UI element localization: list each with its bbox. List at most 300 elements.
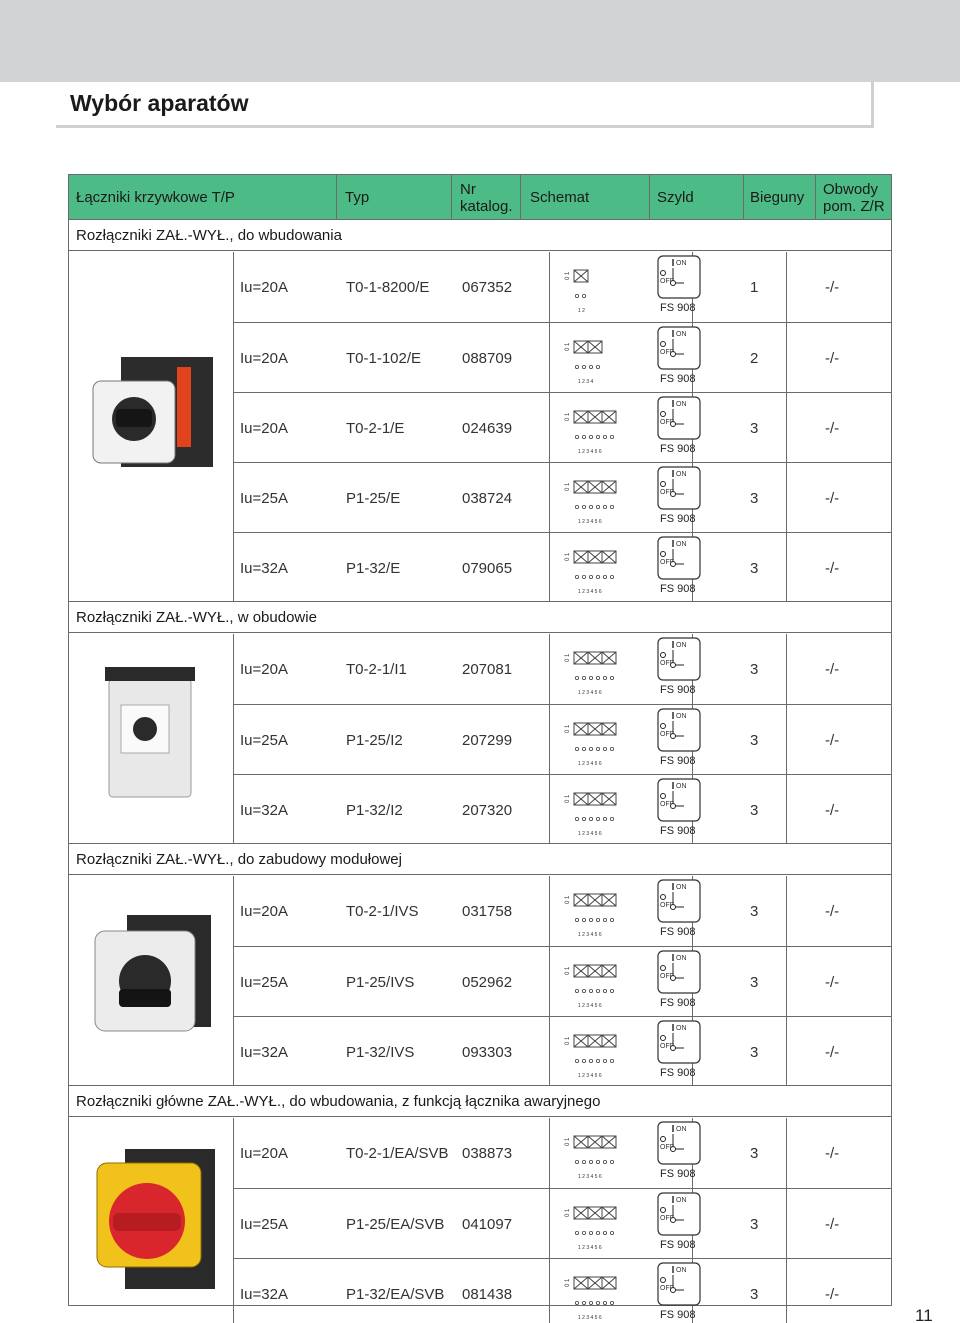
header-nr: Nr katalog.	[460, 180, 513, 215]
plate-code-label: FS 908	[660, 684, 696, 696]
schematic-terminal	[582, 1160, 585, 1163]
schematic-terminal	[603, 435, 606, 438]
poles-count: 3	[750, 419, 759, 437]
schematic-terminal	[596, 817, 599, 820]
catalog-number: 052962	[462, 973, 513, 991]
schematic-terminal	[610, 575, 613, 578]
plate-off-label: OFF	[660, 349, 674, 356]
schematic-terminal	[596, 1160, 599, 1163]
aux-circuits: -/-	[825, 278, 840, 296]
poles-count: 3	[750, 902, 759, 920]
type-code: T0-2-1/EA/SVB	[346, 1144, 449, 1162]
schematic-terminal	[582, 505, 585, 508]
plate-on-label: ON	[676, 260, 687, 267]
plate-on-label: ON	[676, 642, 687, 649]
plate-off-label: OFF	[660, 1285, 674, 1292]
device-side-stripe	[177, 367, 191, 447]
catalog-number: 038873	[462, 1144, 513, 1162]
plate-code-label: FS 908	[660, 926, 696, 938]
table-row	[234, 322, 892, 392]
type-code: P1-32/I2	[346, 801, 403, 819]
wiring-schematic	[560, 260, 622, 314]
schematic-position-label: 0 1	[565, 552, 571, 561]
plate-cell	[654, 1261, 716, 1323]
schematic-terminal	[603, 989, 606, 992]
poles-count: 1	[750, 278, 759, 296]
plate-code-label: FS 908	[660, 755, 696, 767]
plate-cell	[654, 949, 716, 1015]
name-plate	[654, 325, 716, 391]
plate-cell	[654, 636, 716, 702]
schematic-terminal	[610, 1301, 613, 1304]
catalog-number: 024639	[462, 419, 513, 437]
poles-count: 3	[750, 1043, 759, 1061]
schematic-terminal	[582, 676, 585, 679]
schematic-terminal	[582, 918, 585, 921]
plate-code-label: FS 908	[660, 1067, 696, 1079]
schematic-position-label: 0 1	[565, 412, 571, 421]
section-title: Rozłączniki główne ZAŁ.-WYŁ., do wbudowania, z funkcją łącznika awaryjnego	[69, 1087, 891, 1117]
wiring-schematic	[560, 1267, 622, 1321]
plate-off-label: OFF	[660, 278, 674, 285]
rated-current: Iu=25A	[240, 731, 288, 749]
type-code: P1-25/I2	[346, 731, 403, 749]
enclosure-lid	[105, 667, 195, 681]
schematic-terminal-numbers: 1 2 3 4 5 6	[578, 932, 602, 938]
name-plate	[654, 535, 716, 601]
poles-count: 3	[750, 1144, 759, 1162]
name-plate	[654, 1019, 716, 1085]
plate-code-label: FS 908	[660, 997, 696, 1009]
plate-code-label: FS 908	[660, 1239, 696, 1251]
schematic-position-label: 0 1	[565, 724, 571, 733]
type-code: P1-32/E	[346, 559, 401, 577]
type-code: P1-25/E	[346, 489, 401, 507]
plate-on-label: ON	[676, 471, 687, 478]
schematic-terminal	[589, 1231, 592, 1234]
schematic-terminal	[589, 1301, 592, 1304]
table-row	[234, 704, 892, 774]
schematic-terminal-numbers: 1 2 3 4 5 6	[578, 519, 602, 525]
aux-circuits: -/-	[825, 349, 840, 367]
plate-off-label: OFF	[660, 902, 674, 909]
plate-off-label: OFF	[660, 1144, 674, 1151]
plate-off-label: OFF	[660, 1043, 674, 1050]
plate-off-label: OFF	[660, 973, 674, 980]
wiring-schematic	[560, 401, 622, 455]
schematic-terminal	[575, 294, 578, 297]
schematic-terminal	[575, 747, 578, 750]
schematic-cell	[560, 260, 622, 314]
rated-current: Iu=32A	[240, 1043, 288, 1061]
schematic-terminal	[575, 505, 578, 508]
plate-cell	[654, 878, 716, 944]
schematic-terminal	[589, 575, 592, 578]
schematic-terminal-numbers: 1 2 3 4 5 6	[578, 589, 602, 595]
schematic-terminal	[589, 1160, 592, 1163]
schematic-terminal	[575, 1160, 578, 1163]
aux-circuits: -/-	[825, 1285, 840, 1303]
schematic-terminal	[610, 1160, 613, 1163]
name-plate	[654, 707, 716, 773]
schematic-terminal	[610, 989, 613, 992]
product-photo	[69, 634, 233, 843]
plate-code-label: FS 908	[660, 302, 696, 314]
schematic-terminal-numbers: 1 2 3 4 5 6	[578, 449, 602, 455]
plate-off-label: OFF	[660, 801, 674, 808]
schematic-terminal-numbers: 1 2 3 4 5 6	[578, 831, 602, 837]
schematic-terminal	[582, 817, 585, 820]
wiring-schematic	[560, 1025, 622, 1079]
aux-circuits: -/-	[825, 419, 840, 437]
schematic-cell	[560, 331, 622, 385]
table-row	[234, 1258, 892, 1323]
schematic-terminal	[589, 676, 592, 679]
wiring-schematic	[560, 471, 622, 525]
aux-circuits: -/-	[825, 1144, 840, 1162]
aux-circuits: -/-	[825, 489, 840, 507]
catalog-number: 067352	[462, 278, 513, 296]
schematic-cell	[560, 401, 622, 455]
section-group	[69, 1118, 891, 1323]
poles-count: 3	[750, 559, 759, 577]
plate-cell	[654, 777, 716, 843]
page-title: Wybór aparatów	[70, 90, 249, 116]
schematic-terminal	[582, 989, 585, 992]
schematic-terminal	[610, 676, 613, 679]
rated-current: Iu=20A	[240, 349, 288, 367]
type-code: T0-2-1/I1	[346, 660, 407, 678]
schematic-terminal	[575, 676, 578, 679]
schematic-position-label: 0 1	[565, 271, 571, 280]
name-plate	[654, 465, 716, 531]
schematic-terminal	[582, 435, 585, 438]
schematic-terminal	[575, 435, 578, 438]
schematic-terminal	[582, 747, 585, 750]
wiring-schematic	[560, 884, 622, 938]
schematic-terminal	[603, 676, 606, 679]
rated-current: Iu=25A	[240, 1215, 288, 1233]
schematic-position-label: 0 1	[565, 1036, 571, 1045]
schematic-cell	[560, 1025, 622, 1079]
switch-modular-black-photo	[69, 881, 233, 1081]
aux-circuits: -/-	[825, 559, 840, 577]
name-plate	[654, 1120, 716, 1186]
schematic-terminal-numbers: 1 2 3 4 5 6	[578, 1174, 602, 1180]
schematic-terminal	[603, 1059, 606, 1062]
schematic-terminal-numbers: 1 2 3 4 5 6	[578, 1073, 602, 1079]
schematic-terminal	[596, 1059, 599, 1062]
aux-circuits: -/-	[825, 731, 840, 749]
schematic-terminal	[582, 1231, 585, 1234]
type-code: P1-25/EA/SVB	[346, 1215, 445, 1233]
aux-circuits: -/-	[825, 801, 840, 819]
plate-on-label: ON	[676, 884, 687, 891]
schematic-terminal-numbers: 1 2 3 4 5 6	[578, 1315, 602, 1321]
plate-on-label: ON	[676, 401, 687, 408]
plate-on-label: ON	[676, 1267, 687, 1274]
plate-off-label: OFF	[660, 731, 674, 738]
plate-cell	[654, 254, 716, 320]
section-title: Rozłączniki ZAŁ.-WYŁ., do zabudowy modułowej	[69, 845, 891, 875]
schematic-terminal	[582, 1301, 585, 1304]
type-code: T0-2-1/E	[346, 419, 405, 437]
schematic-terminal	[575, 918, 578, 921]
schematic-terminal	[603, 817, 606, 820]
header-typ: Typ	[345, 189, 370, 206]
table-row	[234, 876, 892, 946]
schematic-terminal	[582, 575, 585, 578]
type-code: P1-25/IVS	[346, 973, 415, 991]
plate-on-label: ON	[676, 955, 687, 962]
table-row	[234, 946, 892, 1016]
schematic-terminal	[610, 435, 613, 438]
schematic-cell	[560, 1197, 622, 1251]
name-plate	[654, 395, 716, 461]
rated-current: Iu=20A	[240, 278, 288, 296]
schematic-terminal	[610, 747, 613, 750]
poles-count: 3	[750, 973, 759, 991]
wiring-schematic	[560, 1126, 622, 1180]
product-photo	[69, 252, 233, 601]
table-row	[234, 392, 892, 462]
rated-current: Iu=20A	[240, 1144, 288, 1162]
plate-on-label: ON	[676, 1197, 687, 1204]
schematic-cell	[560, 713, 622, 767]
wiring-schematic	[560, 642, 622, 696]
switch-panel-mount-black-photo	[69, 327, 233, 527]
table-row	[234, 634, 892, 704]
schematic-terminal	[589, 1059, 592, 1062]
table-row	[234, 774, 892, 844]
schematic-terminal	[596, 365, 599, 368]
rated-current: Iu=25A	[240, 973, 288, 991]
plate-cell	[654, 1120, 716, 1186]
rated-current: Iu=20A	[240, 902, 288, 920]
plate-on-label: ON	[676, 1025, 687, 1032]
schematic-terminal	[596, 1231, 599, 1234]
schematic-terminal	[603, 747, 606, 750]
schematic-terminal	[575, 1059, 578, 1062]
plate-code-label: FS 908	[660, 583, 696, 595]
schematic-terminal	[575, 817, 578, 820]
schematic-terminal-numbers: 1 2 3 4 5 6	[578, 690, 602, 696]
table-row	[234, 1188, 892, 1258]
type-code: P1-32/EA/SVB	[346, 1285, 445, 1303]
schematic-position-label: 0 1	[565, 482, 571, 491]
product-photo	[69, 876, 233, 1085]
schematic-cell	[560, 1267, 622, 1321]
plate-off-label: OFF	[660, 489, 674, 496]
header-category: Łączniki krzywkowe T/P	[76, 189, 235, 206]
name-plate	[654, 1191, 716, 1257]
schematic-terminal-numbers: 1 2 3 4	[578, 379, 594, 385]
catalog-number: 207299	[462, 731, 513, 749]
header-schemat: Schemat	[530, 189, 590, 206]
plate-cell	[654, 395, 716, 461]
schematic-cell	[560, 884, 622, 938]
schematic-terminal	[596, 989, 599, 992]
catalog-number: 038724	[462, 489, 513, 507]
schematic-cell	[560, 783, 622, 837]
rotary-knob	[133, 717, 157, 741]
schematic-terminal	[603, 1160, 606, 1163]
name-plate	[654, 1261, 716, 1323]
section-group	[69, 876, 891, 1086]
product-photo	[69, 1118, 233, 1323]
aux-circuits: -/-	[825, 973, 840, 991]
schematic-terminal	[596, 575, 599, 578]
schematic-terminal	[603, 505, 606, 508]
plate-off-label: OFF	[660, 419, 674, 426]
wiring-schematic	[560, 955, 622, 1009]
catalog-number: 041097	[462, 1215, 513, 1233]
rated-current: Iu=32A	[240, 801, 288, 819]
plate-code-label: FS 908	[660, 1309, 696, 1321]
plate-code-label: FS 908	[660, 825, 696, 837]
aux-circuits: -/-	[825, 1043, 840, 1061]
catalog-number: 207081	[462, 660, 513, 678]
poles-count: 3	[750, 731, 759, 749]
schematic-terminal	[596, 435, 599, 438]
name-plate	[654, 254, 716, 320]
schematic-terminal-numbers: 1 2 3 4 5 6	[578, 1003, 602, 1009]
aux-circuits: -/-	[825, 660, 840, 678]
aux-circuits: -/-	[825, 902, 840, 920]
schematic-position-label: 0 1	[565, 895, 571, 904]
table-header	[69, 175, 891, 220]
schematic-terminal	[603, 575, 606, 578]
plate-off-label: OFF	[660, 559, 674, 566]
schematic-terminal	[596, 505, 599, 508]
schematic-terminal	[610, 505, 613, 508]
type-code: P1-32/IVS	[346, 1043, 415, 1061]
switch-enclosure-grey-photo	[69, 639, 233, 839]
wiring-schematic	[560, 331, 622, 385]
rated-current: Iu=32A	[240, 559, 288, 577]
schematic-position-label: 0 1	[565, 966, 571, 975]
knob-handle	[116, 409, 152, 427]
rated-current: Iu=32A	[240, 1285, 288, 1303]
plate-on-label: ON	[676, 331, 687, 338]
schematic-cell	[560, 1126, 622, 1180]
section-title: Rozłączniki ZAŁ.-WYŁ., do wbudowania	[69, 221, 891, 251]
schematic-terminal	[589, 505, 592, 508]
table-row	[234, 532, 892, 602]
schematic-terminal	[596, 1301, 599, 1304]
schematic-terminal-numbers: 1 2 3 4 5 6	[578, 761, 602, 767]
page-number: 11	[915, 1306, 933, 1323]
schematic-terminal	[575, 1301, 578, 1304]
schematic-terminal	[589, 918, 592, 921]
schematic-position-label: 0 1	[565, 1278, 571, 1287]
schematic-terminal	[603, 1301, 606, 1304]
schematic-terminal-numbers: 1 2	[578, 308, 585, 314]
schematic-terminal	[603, 918, 606, 921]
switch-emergency-red-yellow-photo	[69, 1123, 233, 1323]
section-title: Rozłączniki ZAŁ.-WYŁ., w obudowie	[69, 603, 891, 633]
section-group	[69, 252, 891, 602]
type-code: T0-1-102/E	[346, 349, 422, 367]
schematic-terminal	[610, 817, 613, 820]
wiring-schematic	[560, 541, 622, 595]
rated-current: Iu=25A	[240, 489, 288, 507]
knob-handle	[113, 1213, 181, 1231]
schematic-terminal	[610, 1059, 613, 1062]
schematic-cell	[560, 471, 622, 525]
plate-cell	[654, 707, 716, 773]
table-row	[234, 1016, 892, 1086]
plate-cell	[654, 535, 716, 601]
schematic-cell	[560, 642, 622, 696]
plate-cell	[654, 465, 716, 531]
schematic-cell	[560, 541, 622, 595]
poles-count: 2	[750, 349, 759, 367]
name-plate	[654, 636, 716, 702]
schematic-terminal	[589, 747, 592, 750]
schematic-terminal	[582, 365, 585, 368]
table-row	[234, 252, 892, 322]
plate-off-label: OFF	[660, 660, 674, 667]
plate-code-label: FS 908	[660, 443, 696, 455]
type-code: T0-1-8200/E	[346, 278, 430, 296]
schematic-terminal	[582, 294, 585, 297]
plate-code-label: FS 908	[660, 1168, 696, 1180]
name-plate	[654, 777, 716, 843]
schematic-terminal	[596, 918, 599, 921]
poles-count: 3	[750, 801, 759, 819]
plate-on-label: ON	[676, 713, 687, 720]
type-code: T0-2-1/IVS	[346, 902, 419, 920]
aux-circuits: -/-	[825, 1215, 840, 1233]
schematic-cell	[560, 955, 622, 1009]
rated-current: Iu=20A	[240, 419, 288, 437]
schematic-terminal	[589, 817, 592, 820]
schematic-terminal	[582, 1059, 585, 1062]
schematic-position-label: 0 1	[565, 794, 571, 803]
plate-off-label: OFF	[660, 1215, 674, 1222]
schematic-terminal	[610, 918, 613, 921]
table-row	[234, 462, 892, 532]
catalog-number: 088709	[462, 349, 513, 367]
schematic-terminal	[589, 365, 592, 368]
poles-count: 3	[750, 489, 759, 507]
catalog-number: 207320	[462, 801, 513, 819]
plate-cell	[654, 1191, 716, 1257]
catalog-number: 081438	[462, 1285, 513, 1303]
schematic-position-label: 0 1	[565, 1208, 571, 1217]
plate-code-label: FS 908	[660, 513, 696, 525]
schematic-terminal	[603, 1231, 606, 1234]
schematic-terminal	[575, 365, 578, 368]
plate-on-label: ON	[676, 541, 687, 548]
selection-table	[68, 174, 892, 1321]
top-band	[0, 0, 960, 82]
schematic-terminal	[610, 1231, 613, 1234]
name-plate	[654, 949, 716, 1015]
name-plate	[654, 878, 716, 944]
plate-code-label: FS 908	[660, 373, 696, 385]
header-obwody: Obwody pom. Z/R	[823, 180, 885, 215]
schematic-terminal	[575, 575, 578, 578]
schematic-terminal	[589, 435, 592, 438]
wiring-schematic	[560, 783, 622, 837]
schematic-terminal	[575, 989, 578, 992]
schematic-terminal	[596, 676, 599, 679]
poles-count: 3	[750, 1215, 759, 1233]
schematic-position-label: 0 1	[565, 653, 571, 662]
wiring-schematic	[560, 1197, 622, 1251]
